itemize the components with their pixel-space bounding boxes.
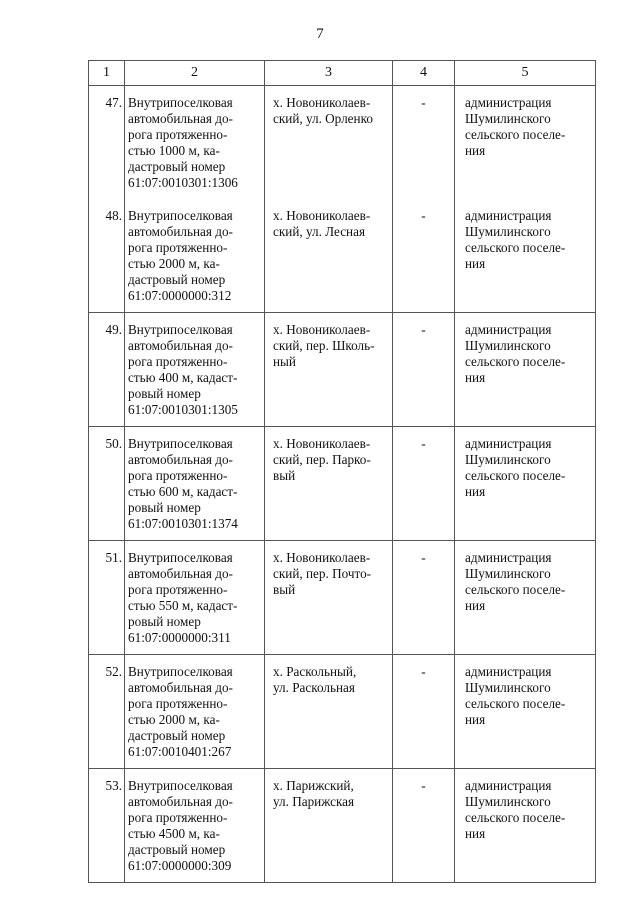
object-holder-text: администрация Шумилинского сельского поселе- ния — [465, 550, 566, 613]
object-holder — [455, 313, 596, 427]
object-holder-text: администрация Шумилинского сельского поселе- ния — [465, 664, 566, 727]
column-4-value: - — [393, 541, 455, 655]
object-description-text: Внутрипоселковая автомобильная до- рога протяженно- стью 1000 м, ка- дастровый номер 61:07:0010301:1306 — [128, 95, 238, 190]
object-holder-text: администрация Шумилинского сельского поселе- ния — [465, 322, 566, 385]
row-number: 47. — [89, 86, 125, 200]
table-row — [89, 769, 596, 883]
object-holder — [455, 427, 596, 541]
object-holder — [455, 769, 596, 883]
column-4-value: - — [393, 769, 455, 883]
row-number: 52. — [89, 655, 125, 769]
object-description-text: Внутрипоселковая автомобильная до- рога протяженно- стью 2000 м, ка- дастровый номер 61:07:0010401:267 — [128, 664, 233, 759]
object-address-text: х. Новониколаев- ский, пер. Почто- вый — [273, 550, 372, 597]
object-holder-text: администрация Шумилинского сельского поселе- ния — [465, 436, 566, 499]
column-header-4: 4 — [393, 61, 455, 86]
object-address-text: х. Раскольный, ул. Раскольная — [273, 664, 357, 695]
table-row — [89, 427, 596, 541]
row-number: 53. — [89, 769, 125, 883]
object-address — [265, 199, 393, 313]
column-header-5: 5 — [455, 61, 596, 86]
table-header-row — [89, 61, 596, 86]
object-address — [265, 427, 393, 541]
object-holder — [455, 86, 596, 200]
object-address-text: х. Парижский, ул. Парижская — [273, 778, 355, 809]
table-row — [89, 313, 596, 427]
table-row — [89, 86, 596, 200]
object-address-text: х. Новониколаев- ский, пер. Парко- вый — [273, 436, 371, 483]
object-description-text: Внутрипоселковая автомобильная до- рога протяженно- стью 2000 м, ка- дастровый номер 61:07:0000000:312 — [128, 208, 233, 303]
column-4-value: - — [393, 199, 455, 313]
object-address — [265, 655, 393, 769]
object-address-text: х. Новониколаев- ский, ул. Орленко — [273, 95, 373, 126]
object-description — [125, 541, 265, 655]
column-4-value: - — [393, 427, 455, 541]
object-description — [125, 86, 265, 200]
row-number: 48. — [89, 199, 125, 313]
table-row — [89, 655, 596, 769]
column-header-1: 1 — [89, 61, 125, 86]
object-description — [125, 769, 265, 883]
object-description — [125, 199, 265, 313]
object-holder-text: администрация Шумилинского сельского поселе- ния — [465, 208, 566, 271]
object-address — [265, 86, 393, 200]
object-address — [265, 769, 393, 883]
object-address-text: х. Новониколаев- ский, пер. Школь- ный — [273, 322, 375, 369]
row-number: 50. — [89, 427, 125, 541]
object-holder — [455, 199, 596, 313]
column-header-2: 2 — [125, 61, 265, 86]
table-row — [89, 199, 596, 313]
registry-table — [88, 60, 596, 883]
object-description-text: Внутрипоселковая автомобильная до- рога протяженно- стью 550 м, кадаст- ровый номер 61:07:0000000:311 — [128, 550, 238, 645]
object-description — [125, 313, 265, 427]
object-holder-text: администрация Шумилинского сельского поселе- ния — [465, 95, 566, 158]
object-holder-text: администрация Шумилинского сельского поселе- ния — [465, 778, 566, 841]
column-header-3: 3 — [265, 61, 393, 86]
page-number: 7 — [316, 26, 324, 42]
row-number: 49. — [89, 313, 125, 427]
object-address-text: х. Новониколаев- ский, ул. Лесная — [273, 208, 371, 239]
column-4-value: - — [393, 655, 455, 769]
object-holder — [455, 655, 596, 769]
object-address — [265, 541, 393, 655]
object-description — [125, 427, 265, 541]
object-description-text: Внутрипоселковая автомобильная до- рога протяженно- стью 4500 м, ка- дастровый номер 61:07:0000000:309 — [128, 778, 233, 873]
table-row — [89, 541, 596, 655]
object-description — [125, 655, 265, 769]
object-description-text: Внутрипоселковая автомобильная до- рога протяженно- стью 400 м, кадаст- ровый номер 61:07:0010301:1305 — [128, 322, 238, 417]
object-holder — [455, 541, 596, 655]
column-4-value: - — [393, 86, 455, 200]
column-4-value: - — [393, 313, 455, 427]
object-address — [265, 313, 393, 427]
object-description-text: Внутрипоселковая автомобильная до- рога протяженно- стью 600 м, кадаст- ровый номер 61:07:0010301:1374 — [128, 436, 238, 531]
row-number: 51. — [89, 541, 125, 655]
